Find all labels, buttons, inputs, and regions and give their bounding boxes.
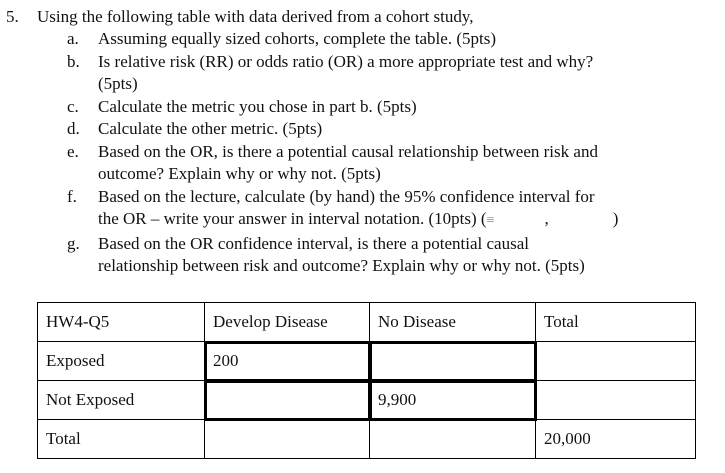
part-letter: e. (67, 141, 79, 161)
table-header-cell: No Disease (370, 303, 536, 342)
part-letter: c. (67, 96, 79, 116)
part-line: Based on the OR, is there a potential causal relationship between risk and (98, 141, 598, 161)
table-cell[interactable] (370, 420, 536, 459)
part-letter: g. (67, 233, 80, 253)
table-cell[interactable] (205, 420, 370, 459)
part-g (67, 233, 717, 278)
part-e (67, 141, 717, 186)
part-letter: d. (67, 119, 80, 138)
part-line: Based on the lecture, calculate (by hand) the 95% confidence interval for (98, 186, 595, 206)
part-text (98, 186, 717, 233)
part-text (98, 118, 717, 141)
question-stem (6, 6, 474, 28)
table-row (38, 342, 696, 381)
table-header-cell: HW4-Q5 (38, 303, 205, 342)
part-line: Assuming equally sized cohorts, complete the table. (5pts) (98, 29, 496, 48)
part-line: relationship between risk and outcome? Explain why or why not. (5pts) (98, 256, 585, 275)
question-parts (67, 28, 717, 278)
question-stem-text: Using the following table with data derived from a cohort study, (37, 7, 474, 26)
part-letter: a. (67, 29, 79, 48)
part-letter: b. (67, 51, 80, 71)
table-header-cell: Develop Disease (205, 303, 370, 342)
interval-close-paren: ) (612, 209, 619, 228)
part-d (67, 118, 717, 141)
table-row (38, 381, 696, 420)
interval-open-paren: ( (480, 209, 487, 228)
part-text (98, 141, 717, 186)
part-letter: f. (67, 186, 77, 206)
part-line: Is relative risk (RR) or odds ratio (OR) a more appropriate test and why? (98, 51, 594, 71)
row-label: Exposed (38, 342, 205, 381)
part-line: (5pts) (98, 74, 138, 93)
table-cell[interactable]: 9,900 (370, 381, 536, 420)
table-header-row (38, 303, 696, 342)
row-label: Not Exposed (38, 381, 205, 420)
table-cell[interactable]: 200 (205, 342, 370, 381)
part-a (67, 28, 717, 51)
part-text (98, 28, 717, 51)
cohort-table (37, 302, 696, 459)
part-text (98, 233, 717, 278)
edit-mark-icon: ≡ (486, 213, 495, 228)
interval-separator: , (544, 209, 549, 228)
part-line: Calculate the other metric. (5pts) (98, 119, 323, 138)
part-c (67, 96, 717, 119)
table-header-cell: Total (536, 303, 696, 342)
part-line: Calculate the metric you chose in part b. (5pts) (98, 96, 417, 116)
table-cell[interactable] (536, 342, 696, 381)
table-cell[interactable]: 20,000 (536, 420, 696, 459)
row-label: Total (38, 420, 205, 459)
part-line: outcome? Explain why or why not. (5pts) (98, 164, 381, 183)
part-line: Based on the OR confidence interval, is there a potential causal (98, 233, 529, 253)
table-cell[interactable] (205, 381, 370, 420)
part-line: the OR – write your answer in interval notation. (10pts) (98, 209, 477, 228)
part-text (98, 96, 717, 119)
part-text (98, 51, 717, 96)
table-cell[interactable] (370, 342, 536, 381)
question-number: 5. (6, 7, 19, 26)
table-cell[interactable] (536, 381, 696, 420)
table-row (38, 420, 696, 459)
part-f (67, 186, 717, 233)
part-b (67, 51, 717, 96)
